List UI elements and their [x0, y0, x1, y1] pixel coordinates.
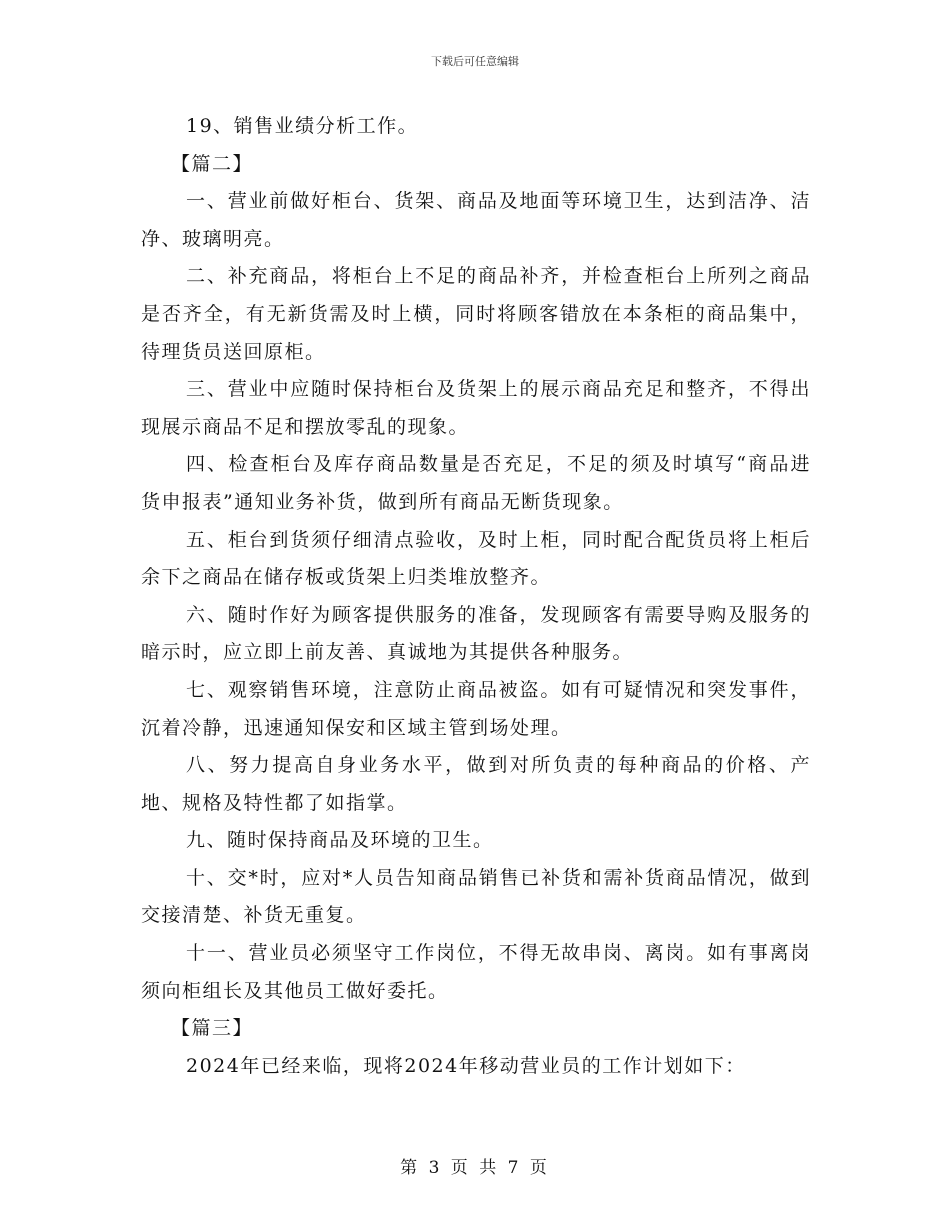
paragraph-11: 十一、营业员必须坚守工作岗位，不得无故串岗、离岗。如有事离岗须向柜组长及其他员工做好委托。: [141, 942, 811, 1002]
paragraph-7: 七、观察销售环境，注意防止商品被盗。如有可疑情况和突发事件，沉着冷静，迅速通知保安和区域主管到场处理。: [141, 678, 811, 739]
paragraph-6: 六、随时作好为顾客提供服务的准备，发现顾客有需要导购及服务的暗示时，应立即上前友善、真诚地为其提供各种服务。: [141, 603, 811, 664]
page-number: 第 3 页 共 7 页: [400, 1158, 550, 1178]
paragraph-10: 十、交*时，应对*人员告知商品销售已补货和需补货商品情况，做到交接清楚、补货无重复。: [141, 866, 811, 927]
paragraph-9: 九、随时保持商品及环境的卫生。: [186, 829, 494, 852]
paragraph-8: 八、努力提高自身业务水平，做到对所负责的每种商品的价格、产地、规格及特性都了如指掌。: [141, 754, 811, 814]
paragraph-1: 一、营业前做好柜台、货架、商品及地面等环境卫生，达到洁净、洁净、玻璃明亮。: [141, 190, 811, 250]
page-header: 下载后可任意编辑: [431, 55, 519, 68]
paragraph-2: 二、补充商品，将柜台上不足的商品补齐，并检查柜台上所列之商品是否齐全，有无新货需及时上横，同时将顾客错放在本条柜的商品集中，待理货员送回原柜。: [141, 265, 811, 363]
paragraph-3: 三、营业中应随时保持柜台及货架上的展示商品充足和整齐，不得出现展示商品不足和摆放零乱的现象。: [141, 378, 811, 438]
section-heading-2: 【篇二】: [171, 152, 254, 175]
section-heading-3: 【篇三】: [171, 1017, 254, 1040]
paragraph-intro-2024: 2024年已经来临，现将2024年移动营业员的工作计划如下：: [186, 1054, 746, 1077]
document-body: [141, 108, 811, 1085]
paragraph-4: 四、检查柜台及库存商品数量是否充足，不足的须及时填写“商品进货申报表”通知业务补货，做到所有商品无断货现象。: [141, 453, 811, 513]
paragraph-19: 19、销售业绩分析工作。: [186, 115, 419, 137]
paragraph-5: 五、柜台到货须仔细清点验收，及时上柜，同时配合配货员将上柜后余下之商品在储存板或货架上归类堆放整齐。: [141, 528, 811, 589]
